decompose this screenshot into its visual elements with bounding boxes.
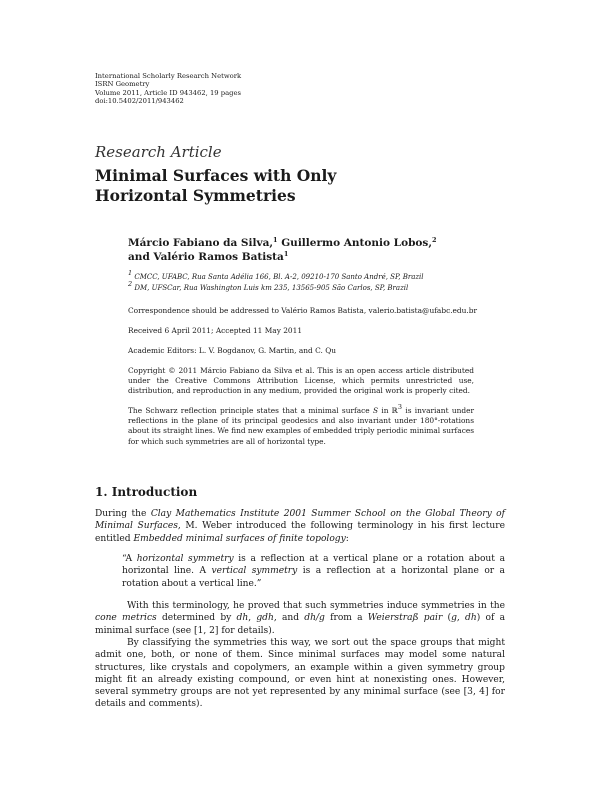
correspondence: Correspondence should be addressed to Valério Ramos Batista, valerio.batista@ufabc.edu.br: [128, 306, 478, 315]
section-heading: 1. Introduction: [95, 485, 198, 499]
author-2-affil: 2: [431, 236, 437, 244]
abstract: The Schwarz reflection principle states that a minimal surface S in ℝ$^3$ is invariant under reflections in the plane of its principal geodesics and also invariant under 180°-rotations about its straight lines. We find new examples of embedded triply periodic minimal surfaces for which such symmetries are all of horizontal type.: [128, 403, 474, 446]
intro-paragraph-1: During the Clay Mathematics Institute 2001 Summer School on the Global Theory of Minimal Surfaces, M. Weber introduced the following terminology in his first lecture entitled Embedded minimal surfaces of finite topology:: [95, 509, 505, 544]
affiliation-2: $^2$ DM, UFSCar, Rua Washington Luis km 235, 13565-905 São Carlos, SP, Brazil: [128, 280, 409, 292]
author-1-affil: 1: [273, 236, 278, 244]
title-line-2: Horizontal Symmetries: [95, 186, 296, 205]
intro-paragraph-3: By classifying the symmetries this way, we sort out the space groups that might admit one, both, or none of them. Since minimal surfaces may model some natural structures, like crystals and copolymers, an example within a given symmetry group might fit an already existing compound, or even hint at nonexisting ones. However, several symmetry groups are not yet represented by any minimal surface (see [3, 4] for details and comments).: [95, 638, 505, 710]
journal-header: [95, 72, 241, 105]
quotation: “A horizontal symmetry is a reflection at a vertical plane or a rotation about a horizontal line. A vertical symmetry is a reflection at a horizontal plane or a rotation about a vertical line.”: [122, 554, 506, 589]
paper-title: [95, 166, 336, 206]
article-type: Research Article: [95, 143, 222, 161]
affiliation-1: $^1$ CMCC, UFABC, Rua Santa Adélia 166, Bl. A-2, 09210-170 Santo André, SP, Brazil: [128, 269, 424, 281]
received-date: Received 6 April 2011; Accepted 11 May 2011: [128, 326, 303, 335]
journal-name: ISRN Geometry: [95, 80, 150, 89]
author-3: and Valério Ramos Batista: [128, 251, 284, 263]
journal-volume: Volume 2011, Article ID 943462, 19 pages: [95, 88, 242, 97]
author-2: Guillermo Antonio Lobos,: [281, 237, 432, 249]
author-list: [128, 236, 437, 264]
academic-editors: Academic Editors: L. V. Bogdanov, G. Martin, and C. Qu: [128, 346, 337, 355]
title-line-1: Minimal Surfaces with Only: [95, 166, 337, 185]
author-1: Márcio Fabiano da Silva,: [128, 237, 274, 249]
copyright-notice: Copyright © 2011 Márcio Fabiano da Silva et al. This is an open access article distributed under the Creative Commons Attribution License, which permits unrestricted use, distribution, and reproduction in any medium, provided the original work is properly cited.: [128, 366, 474, 396]
affiliations: [128, 269, 424, 294]
intro-paragraph-2: With this terminology, he proved that such symmetries induce symmetries in the cone metrics determined by dh, gdh, and dh/g from a Weierstraß pair (g, dh) of a minimal surface (see [1, 2] for details).: [95, 601, 505, 636]
author-3-affil: 1: [283, 250, 289, 258]
journal-network: International Scholarly Research Network: [95, 72, 242, 80]
journal-doi: doi:10.5402/2011/943462: [95, 96, 184, 105]
